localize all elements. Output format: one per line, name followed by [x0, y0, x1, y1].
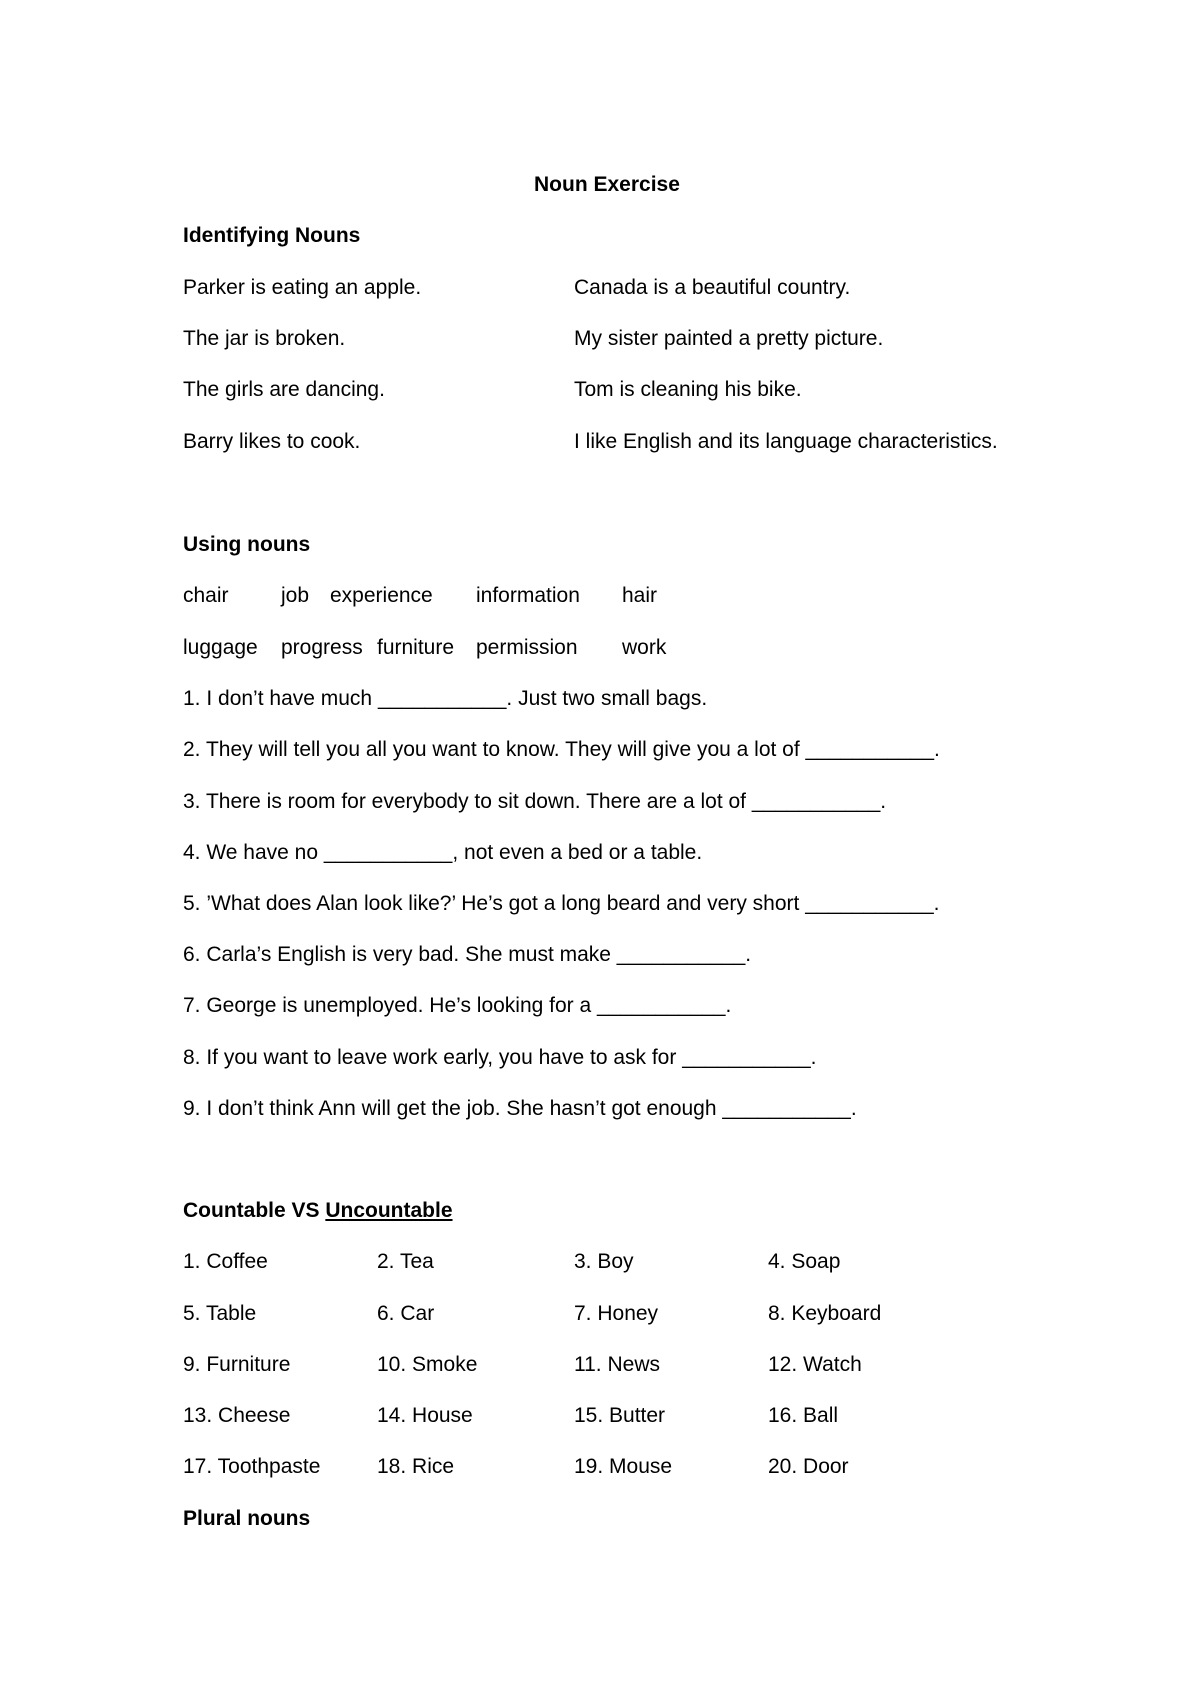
noun-list-item: 16. Ball: [768, 1404, 839, 1427]
noun-list-item: 3. Boy: [574, 1250, 634, 1273]
word-bank-item: work: [622, 636, 667, 659]
noun-list-item: 11. News: [574, 1353, 660, 1376]
section-heading-plural-nouns: Plural nouns: [183, 1507, 311, 1530]
word-bank-item: hair: [622, 584, 658, 607]
word-bank-item: experience: [330, 584, 433, 607]
noun-list-item: 13. Cheese: [183, 1404, 291, 1427]
noun-list-item: 19. Mouse: [574, 1455, 673, 1478]
word-bank-item: luggage: [183, 636, 258, 659]
noun-list-item: 7. Honey: [574, 1302, 659, 1325]
noun-list-item: 4. Soap: [768, 1250, 841, 1273]
noun-list-item: 9. Furniture: [183, 1353, 291, 1376]
fill-in-sentence: 4. We have no ___________, not even a bed or a table.: [183, 841, 703, 864]
section-heading-using-nouns: Using nouns: [183, 533, 311, 556]
identifying-sentence: Canada is a beautiful country.: [574, 276, 851, 299]
identifying-sentence: The girls are dancing.: [183, 378, 385, 401]
fill-in-sentence: 7. George is unemployed. He’s looking for a ___________.: [183, 994, 732, 1017]
fill-in-sentence: 2. They will tell you all you want to know. They will give you a lot of ___________.: [183, 738, 940, 761]
section-heading-identifying-nouns: Identifying Nouns: [183, 224, 361, 247]
identifying-sentence: The jar is broken.: [183, 327, 346, 350]
noun-list-item: 17. Toothpaste: [183, 1455, 321, 1478]
noun-list-item: 10. Smoke: [377, 1353, 478, 1376]
word-bank-item: furniture: [377, 636, 455, 659]
fill-in-sentence: 3. There is room for everybody to sit down. There are a lot of ___________.: [183, 790, 887, 813]
word-bank-item: progress: [281, 636, 363, 659]
word-bank-item: information: [476, 584, 580, 607]
noun-list-item: 8. Keyboard: [768, 1302, 882, 1325]
identifying-sentence: I like English and its language characteristics.: [574, 430, 998, 453]
noun-list-item: 18. Rice: [377, 1455, 455, 1478]
word-bank-item: permission: [476, 636, 578, 659]
section-heading-countable-uncountable: [183, 1198, 453, 1224]
heading-countable-vs: Countable VS: [183, 1199, 326, 1222]
noun-list-item: 12. Watch: [768, 1353, 862, 1376]
page-title: Noun Exercise: [534, 173, 680, 196]
word-bank-item: chair: [183, 584, 229, 607]
fill-in-sentence: 9. I don’t think Ann will get the job. She hasn’t got enough ___________.: [183, 1097, 857, 1120]
identifying-sentence: Barry likes to cook.: [183, 430, 361, 453]
noun-list-item: 1. Coffee: [183, 1250, 268, 1273]
noun-list-item: 15. Butter: [574, 1404, 666, 1427]
heading-uncountable: Uncountable: [325, 1199, 453, 1222]
noun-list-item: 5. Table: [183, 1302, 257, 1325]
fill-in-sentence: 6. Carla’s English is very bad. She must make ___________.: [183, 943, 752, 966]
word-bank-item: job: [281, 584, 310, 607]
fill-in-sentence: 1. I don’t have much ___________. Just two small bags.: [183, 687, 708, 710]
fill-in-sentence: 5. ’What does Alan look like?’ He’s got a long beard and very short ___________.: [183, 892, 940, 915]
noun-list-item: 2. Tea: [377, 1250, 434, 1273]
identifying-sentence: Parker is eating an apple.: [183, 276, 422, 299]
noun-list-item: 6. Car: [377, 1302, 435, 1325]
fill-in-sentence: 8. If you want to leave work early, you have to ask for ___________.: [183, 1046, 817, 1069]
identifying-sentence: My sister painted a pretty picture.: [574, 327, 884, 350]
identifying-sentence: Tom is cleaning his bike.: [574, 378, 802, 401]
noun-list-item: 20. Door: [768, 1455, 849, 1478]
noun-list-item: 14. House: [377, 1404, 473, 1427]
